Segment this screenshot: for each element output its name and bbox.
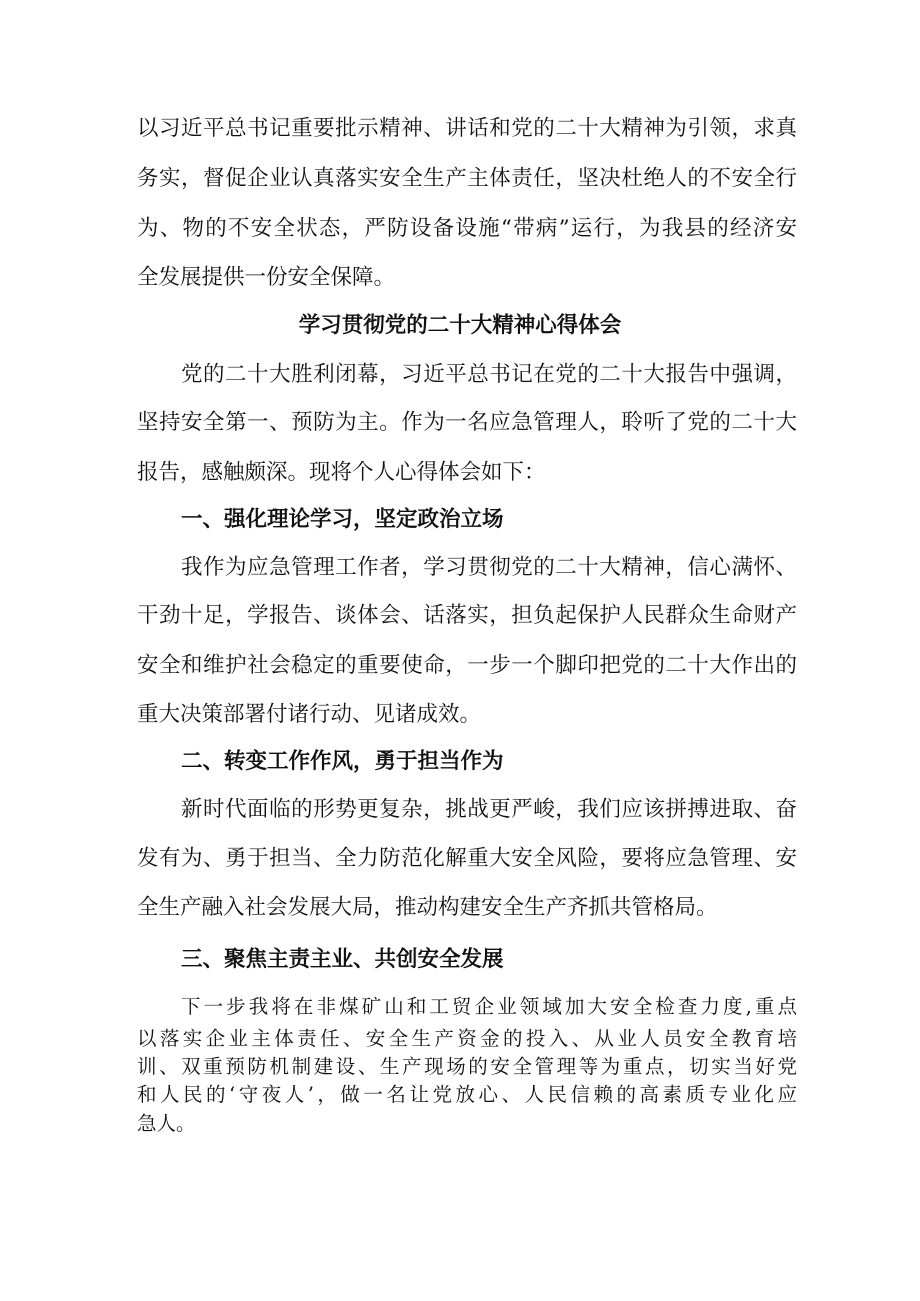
- section-line: 下一步我将在非煤矿山和工贸企业领域加大安全检查力度,重点: [181, 995, 797, 1018]
- intro-line: 务实，督促企业认真落实安全生产主体责任，坚决杜绝人的不安全行: [137, 166, 797, 191]
- section-line: 和人民的‘守夜人’，做一名让党放心、人民信赖的高素质专业化应: [137, 1083, 797, 1106]
- section-heading: 三、聚焦主责主业、共创安全发展: [181, 947, 504, 972]
- opening-line: 坚持安全第一、预防为主。作为一名应急管理人，聆听了党的二十大: [137, 410, 797, 435]
- opening-line: 报告，感触颇深。现将个人心得体会如下：: [137, 460, 546, 485]
- intro-line: 全发展提供一份安全保障。: [137, 265, 396, 290]
- section-line: 我作为应急管理工作者，学习贯彻党的二十大精神，信心满怀、: [181, 555, 797, 580]
- section-line: 全生产融入社会发展大局，推动构建安全生产齐抓共管格局。: [137, 895, 718, 920]
- intro-line: 为、物的不安全状态，严防设备设施“带病”运行，为我县的经济安: [137, 216, 797, 241]
- section-line: 重大决策部署付诸行动、见诸成效。: [137, 702, 482, 727]
- section-line: 以落实企业主体责任、安全生产资金的投入、从业人员安全教育培: [137, 1027, 797, 1050]
- section-line: 发有为、勇于担当、全力防范化解重大安全风险，要将应急管理、安: [137, 846, 797, 871]
- section-line: 新时代面临的形势更复杂，挑战更严峻，我们应该拼搏进取、奋: [181, 797, 797, 822]
- section-line: 训、双重预防机制建设、生产现场的安全管理等为重点，切实当好党: [137, 1055, 797, 1078]
- section-line: 干劲十足，学报告、谈体会、话落实，担负起保护人民群众生命财产: [137, 603, 797, 628]
- opening-line: 党的二十大胜利闭幕，习近平总书记在党的二十大报告中强调，: [181, 362, 797, 387]
- section-heading: 一、强化理论学习，坚定政治立场: [181, 507, 504, 532]
- section-line: 安全和维护社会稳定的重要使命，一步一个脚印把党的二十大作出的: [137, 653, 797, 678]
- section-line: 急人。: [137, 1112, 196, 1135]
- section-heading: 二、转变工作作风，勇于担当作为: [181, 749, 504, 774]
- intro-line: 以习近平总书记重要批示精神、讲话和党的二十大精神为引领，求真: [137, 116, 797, 141]
- article-title: 学习贯彻党的二十大精神心得体会: [298, 313, 622, 338]
